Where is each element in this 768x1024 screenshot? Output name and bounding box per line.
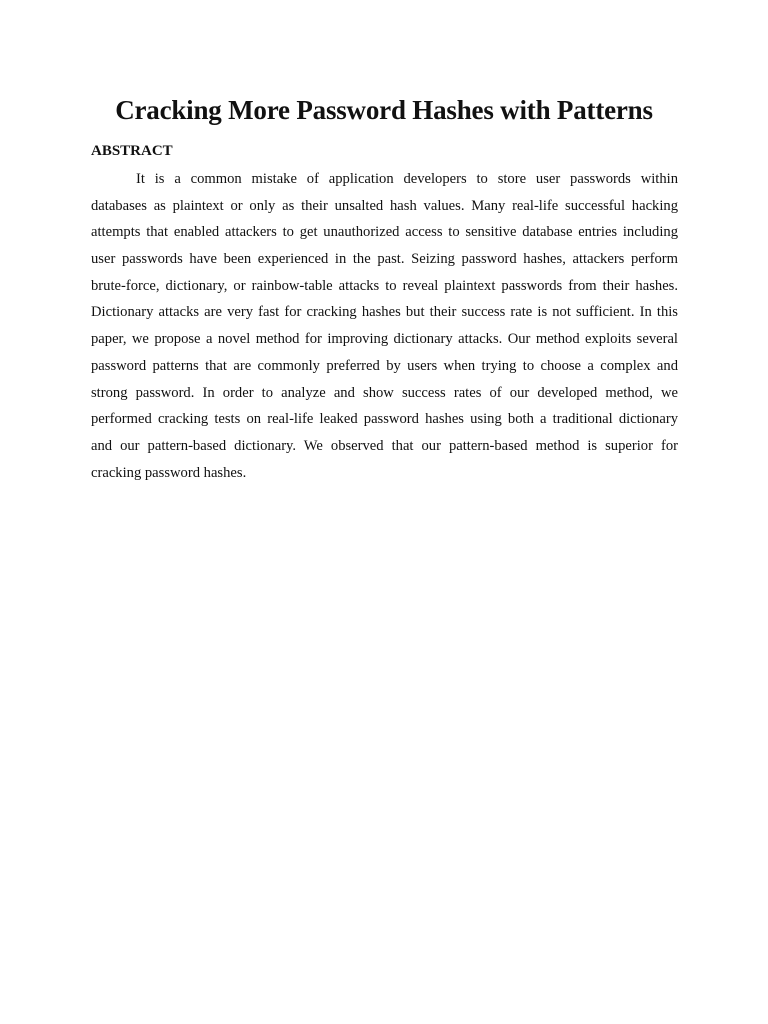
- abstract-line: performed cracking tests on real-life leaked password hashes using both a traditional dictionary: [91, 411, 678, 428]
- abstract-line: attempts that enabled attackers to get unauthorized access to sensitive database entries including: [91, 224, 678, 241]
- abstract-line: brute-force, dictionary, or rainbow-table attacks to reveal plaintext passwords from their hashes.: [91, 277, 678, 294]
- abstract-line: It is a common mistake of application developers to store user passwords within: [136, 171, 678, 187]
- abstract-line: and our pattern-based dictionary. We observed that our pattern-based method is superior for: [91, 437, 678, 454]
- abstract-line: strong password. In order to analyze and show success rates of our developed method, we: [91, 384, 678, 401]
- paper-title: Cracking More Password Hashes with Patterns: [115, 95, 653, 125]
- abstract-line: paper, we propose a novel method for improving dictionary attacks. Our method exploits several: [91, 331, 678, 348]
- abstract-heading: ABSTRACT: [91, 143, 173, 159]
- abstract-body: [91, 166, 678, 486]
- abstract-line: cracking password hashes.: [91, 464, 247, 481]
- abstract-line: databases as plaintext or only as their unsalted hash values. Many real-life successful hacking: [91, 197, 678, 214]
- abstract-line: password patterns that are commonly preferred by users when trying to choose a complex and: [91, 357, 678, 374]
- abstract-line: Dictionary attacks are very fast for cracking hashes but their success rate is not sufficient. In this: [91, 304, 678, 321]
- abstract-line: user passwords have been experienced in the past. Seizing password hashes, attackers perform: [91, 251, 678, 268]
